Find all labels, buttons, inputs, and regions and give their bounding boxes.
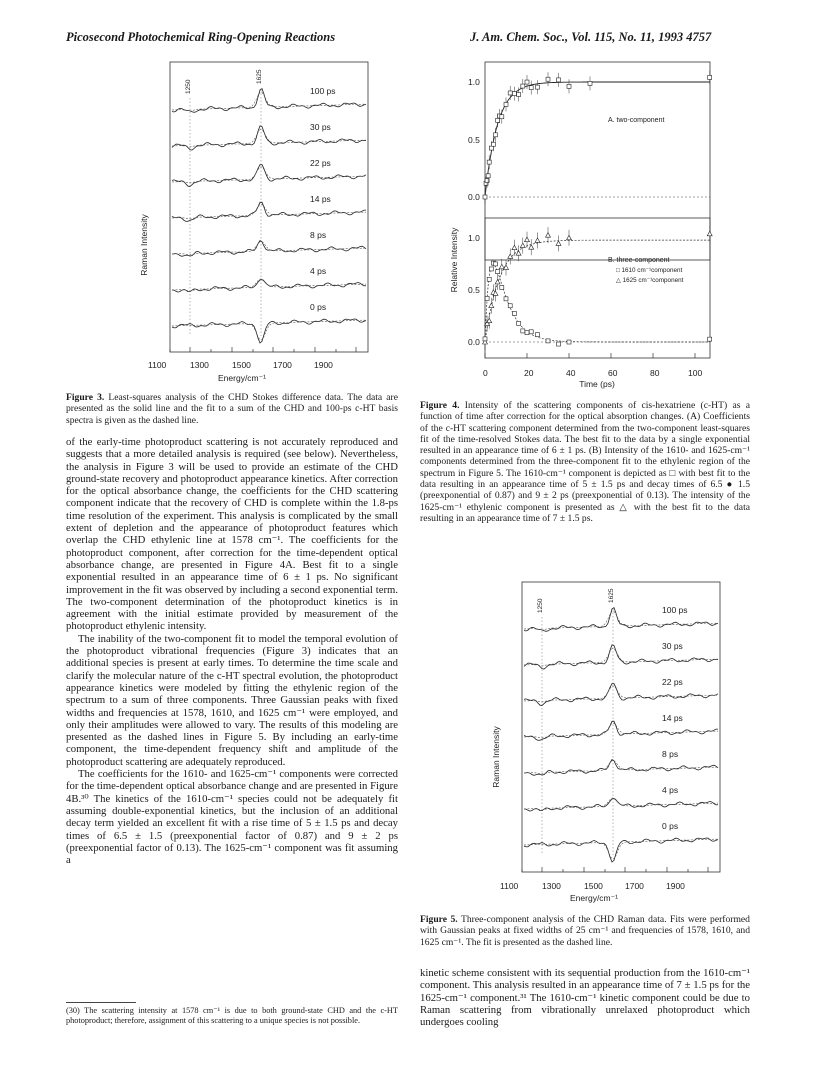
fig5-trace-label-0: 100 ps (662, 605, 688, 615)
fig4-point-a-5 (489, 146, 493, 150)
figure-4-plot (440, 50, 750, 395)
fig4-point-b1625-18 (567, 235, 572, 240)
fig5-xtick-1500: 1500 (584, 881, 603, 891)
fig3-traces (172, 86, 366, 343)
fig4-point-b1625-10 (512, 245, 517, 250)
fig5-trace-label-6: 0 ps (662, 821, 679, 831)
fig3-trace-label-2: 22 ps (310, 158, 331, 168)
fig4-point-b1610-5 (494, 262, 498, 266)
fig5-xtick-1300: 1300 (542, 881, 561, 891)
fig4-point-b1625-17 (556, 241, 561, 246)
figure-5-caption-label: Figure 5. (420, 914, 458, 925)
fig4-point-b1625-7 (499, 264, 504, 269)
fig4-ytick-a-0: 0.0 (468, 192, 480, 202)
fig5-fit-5 (524, 798, 718, 810)
fig5-trace-label-2: 22 ps (662, 677, 683, 687)
fig4-point-a-0 (483, 195, 487, 199)
fig4-point-a-11 (504, 102, 508, 106)
fig4-legend-b-1610: □ 1610 cm⁻¹component (616, 267, 683, 274)
fig3-xtick-1900: 1900 (314, 360, 333, 370)
fig3-trace-6 (172, 319, 366, 343)
running-head-left: Picosecond Photochemical Ring-Opening Reactions (66, 30, 336, 44)
fig4-point-b1610-19 (708, 337, 712, 341)
fig3-xtick-1100: 1100 (148, 360, 167, 370)
fig5-trace-label-4: 8 ps (662, 749, 679, 759)
fig5-trace-2 (524, 684, 718, 706)
fig4-point-a-17 (529, 86, 533, 90)
fig3-trace-3 (172, 202, 366, 221)
fig4-xlabel: Time (ps) (579, 379, 615, 389)
footnote-rule (66, 1002, 136, 1003)
fig4-xtick-80: 80 (650, 368, 660, 378)
fig4-point-b1610-8 (504, 297, 508, 301)
fig5-peak-label-1250: 1250 (537, 598, 544, 613)
fig5-traces (524, 605, 718, 862)
paragraph-left-2: The inability of the two-component fit to model the temporal evolution of the photoproduct vibrational frequencies (Figure 3) indicates that an additional species is present at early times. To determine the time scale and clarify the molecular nature of the c-HT spectral evolution, the photoproduct appearance kinetics were modeled by fitting the ethylenic region of the spectrum to a sum of three components. Three Gaussian peaks with fixed widths and frequencies at 1578, 1610, and 1625 cm⁻¹ were employed, and only their amplitudes were allowed to vary. The results of this modeling are presented as the dashed lines in Figure 5. By including an early-time component, the time-dependent frequency shift and amplitude of the photoproduct scattering are adequately reproduced. (66, 632, 398, 768)
fig3-xtick-1500: 1500 (232, 360, 251, 370)
figure-3-plot (110, 50, 410, 385)
fig4-point-a-19 (546, 77, 550, 81)
fig4-point-b1625-13 (525, 237, 530, 242)
fig4-data (483, 70, 713, 358)
fig4-point-a-15 (521, 84, 525, 88)
fig3-fit-1 (172, 130, 366, 147)
fig4-point-a-22 (588, 81, 592, 85)
fig4-point-b1610-17 (557, 342, 561, 346)
fig4-frame-b (485, 218, 710, 358)
fig3-ylabel: Raman Intensity (139, 214, 149, 276)
fig4-ylabel: Relative Intensity (449, 227, 459, 293)
figure-3-caption-text: Least-squares analysis of the CHD Stokes difference data. The data are presented as the solid line and the fit to a sum of the CHD and 100-ps c-HT basis spectra is given as the dashed line. (66, 392, 398, 426)
figure-3-caption-label: Figure 3. (66, 392, 105, 403)
fig3-trace-1 (172, 126, 366, 150)
fig4-xtick-60: 60 (608, 368, 618, 378)
fig4-point-b1625-16 (546, 233, 551, 238)
fig4-point-b1625-19 (707, 231, 712, 236)
figure-3-caption (66, 392, 398, 426)
fig3-xtick-1300: 1300 (190, 360, 209, 370)
fig5-trace-label-3: 14 ps (662, 713, 683, 723)
fig4-point-b1625-14 (529, 245, 534, 250)
fig5-fit-0 (524, 611, 718, 630)
fig4-legend-b-1625: △ 1625 cm⁻¹component (616, 277, 684, 284)
fig4-point-a-6 (491, 142, 495, 146)
fig4-point-b1625-3 (489, 303, 494, 308)
fig3-xlabel: Energy/cm⁻¹ (218, 373, 266, 383)
fig4-ytick-a-05: 0.5 (468, 135, 480, 145)
fig5-fit-1 (524, 649, 718, 666)
fig4-point-b1610-15 (536, 333, 540, 337)
fig3-trace-5 (172, 280, 366, 293)
fig4-point-a-18 (536, 85, 540, 89)
fig4-xtick-40: 40 (566, 368, 576, 378)
fig4-point-a-20 (557, 78, 561, 82)
fig4-point-a-10 (500, 115, 504, 119)
figure-4-caption (420, 400, 750, 524)
fig5-trace-5 (524, 799, 718, 812)
footnote-30: (30) The scattering intensity at 1578 cm⁻¹ is due to both ground-state CHD and the c-HT photoproduct; therefore, assignment of this scattering to a unique species is not possible. (66, 1006, 398, 1025)
fig3-trace-label-4: 8 ps (310, 230, 327, 240)
fig4-point-b1610-7 (500, 285, 504, 289)
fig4-ytick-b-1: 1.0 (468, 233, 480, 243)
fig5-trace-6 (524, 838, 718, 862)
fig3-trace-label-6: 0 ps (310, 302, 327, 312)
fig3-trace-2 (172, 165, 366, 187)
fig5-trace-label-5: 4 ps (662, 785, 679, 795)
fig3-trace-label-1: 30 ps (310, 122, 331, 132)
fig4-point-a-7 (494, 133, 498, 137)
fig4-point-b1610-14 (529, 330, 533, 334)
fig4-point-a-13 (512, 92, 516, 96)
fig4-point-a-16 (525, 80, 529, 84)
figure-5-caption-text: Three-component analysis of the CHD Raman data. Fits were performed with Gaussian peaks at fixed widths of 25 cm⁻¹ and frequencies of 1578, 1610, and 1625 cm⁻¹. The fit is presented as the dashed line. (420, 914, 750, 948)
running-head-right: J. Am. Chem. Soc., Vol. 115, No. 11, 1993 4757 (470, 30, 712, 44)
fig3-trace-label-0: 100 ps (310, 86, 336, 96)
fig3-trace-label-5: 4 ps (310, 266, 327, 276)
fig4-point-b1610-6 (496, 270, 500, 274)
fig5-trace-4 (524, 760, 718, 776)
fig4-xtick-20: 20 (524, 368, 534, 378)
fig3-ticks (170, 347, 356, 352)
fig4-point-a-12 (508, 91, 512, 95)
fig4-point-a-3 (486, 174, 490, 178)
figure-4-caption-text: Intensity of the scattering components of cis-hexatriene (c-HT) as a function of time after correction for the optical absorption changes. (A) Coefficients of the c-HT scattering component determined from the two-component least-squares fit of the time-resolved Stokes data. The best fit to the data by a single exponential resulted in an appearance time of 6 ± 1 ps. (B) Intensity of the 1610- and 1625-cm⁻¹ components determined from the three-component fit to the ethylenic region of the spectrum in Figure 5. The 1610-cm⁻¹ component is depicted as □ with best fit to the data resulting in an appearance time of 5 ± 1.5 ps and decay times of 6.5 ● 1.5 (preexponential of 0.87) and 9 ± 2 ps (preexponential of 0.13). The intensity of the 1625-cm⁻¹ ethylenic component is presented as △ with the best fit to the data resulting in an appearance time of 7 ± 1.5 ps. (420, 400, 750, 524)
fig5-trace-label-1: 30 ps (662, 641, 683, 651)
figure-5-caption (420, 914, 750, 948)
fig3-peak-label-1250: 1250 (185, 79, 192, 94)
fig5-ylabel: Raman Intensity (491, 726, 501, 788)
fig4-point-a-2 (485, 179, 489, 183)
fig4-point-b1610-9 (508, 304, 512, 308)
fig4-point-b1610-13 (525, 331, 529, 335)
fig4-ytick-a-1: 1.0 (468, 77, 480, 87)
fig5-fit-4 (524, 761, 718, 774)
fig4-point-b1610-10 (512, 311, 516, 315)
fig4-point-b1610-0 (483, 337, 487, 341)
fig4-point-b1625-2 (487, 318, 492, 323)
fig4-point-a-8 (496, 118, 500, 122)
fig5-trace-1 (524, 645, 718, 669)
fig4-point-b1610-12 (521, 329, 525, 333)
fig3-fit-0 (172, 92, 366, 111)
fig3-fit-5 (172, 279, 366, 291)
fig4-point-a-14 (517, 92, 521, 96)
fig4-xtick-100: 100 (688, 368, 703, 378)
fig4-point-b1625-9 (508, 254, 513, 259)
figure-5-plot (462, 577, 762, 912)
fig3-trace-label-3: 14 ps (310, 194, 331, 204)
fig5-trace-3 (524, 721, 718, 740)
fig3-peak-label-1625: 1625 (256, 69, 263, 84)
fig4-point-b1625-6 (495, 279, 500, 284)
paragraph-right-1: kinetic scheme consistent with its sequential production from the 1610-cm⁻¹ component. This analysis resulted in an appearance time of 7 ± 1.5 ps for the 1625-cm⁻¹ component.³¹ The 1610-cm⁻¹ kinetic component could be due to Raman scattering from vibrationally unrelaxed photoproduct which undergoes cooling (420, 967, 750, 1029)
fig3-frame (170, 62, 368, 352)
fig5-xtick-1900: 1900 (666, 881, 685, 891)
fig4-point-b1610-16 (546, 339, 550, 343)
fig4-ytick-b-0: 0.0 (468, 337, 480, 347)
fig5-xlabel: Energy/cm⁻¹ (570, 893, 618, 903)
fig5-xtick-1100: 1100 (500, 881, 519, 891)
figure-4-caption-label: Figure 4. (420, 400, 460, 411)
fig4-point-b1625-15 (535, 238, 540, 243)
fig5-ticks (522, 867, 708, 872)
fig4-point-b1610-3 (489, 267, 493, 271)
fig4-point-b1625-11 (516, 251, 521, 256)
left-column-text (66, 436, 398, 866)
fig4-point-b1610-18 (567, 340, 571, 344)
fig4-ytick-b-05: 0.5 (468, 285, 480, 295)
right-column-text (420, 967, 750, 1028)
fig5-xtick-1700: 1700 (625, 881, 644, 891)
fig4-point-b1610-2 (487, 277, 491, 281)
paragraph-left-1: of the early-time photoproduct scattering is not accurately reproduced and suggests that a more detailed analysis is required (see below). Nevertheless, the analysis in Figure 3 will be used to provide an estimate of the CHD ground-state recovery and photoproduct appearance kinetics. After correction for the optical absorbance change, the coefficients for the CHD scattering component indicate that the recovery of CHD is complete within the 1.8-ps time resolution of the experiment. This analysis is complicated by the small extent of depletion and the appearance of photoproduct features which overlap the CHD ethylenic line at 1578 cm⁻¹. The coefficients for the photoproduct component, after correction for the time-dependent optical absorbance change, are presented in Figure 4A. Best fit to a single exponential resulted in an appearance time of 6 ± 1 ps. No significant improvement in the fit was observed by including a second exponential term. The two-component determination of the photoproduct kinetics is in agreement with the initial estimate provided by measurement of the photoproduct ethylenic intensity. (66, 436, 398, 633)
fig4-point-b1610-1 (485, 296, 489, 300)
paragraph-left-3: The coefficients for the 1610- and 1625-cm⁻¹ components were corrected for the time-dependent optical absorbance change and are presented in Figure 4B.³⁰ The kinetics of the 1610-cm⁻¹ species could not be adequately fit assuming double-exponential kinetics, but the inclusion of an additional decay term yielded an excellent fit with a rise time of 5 ± 1.5 ps and decay times of 6.5 ± 1.5 (preexponential factor of 0.87) and 9 ± 2 ps (preexponential factor of 0.13). The 1625-cm⁻¹ component was fit assuming a (66, 768, 398, 867)
fig4-xtick-0: 0 (483, 368, 488, 378)
fig4-point-b1610-11 (517, 321, 521, 325)
fig4-legend-a: A. two-component (608, 117, 665, 124)
fig3-xtick-1700: 1700 (273, 360, 292, 370)
fig3-fit-4 (172, 242, 366, 255)
fig3-trace-4 (172, 241, 366, 257)
fig4-point-a-4 (487, 160, 491, 164)
fig4-point-a-21 (567, 84, 571, 88)
fig5-peak-label-1625: 1625 (608, 588, 615, 603)
fig4-point-a-23 (708, 75, 712, 79)
fig4-point-b1625-12 (520, 243, 525, 248)
fig4-legend-b-title: B. three-component (608, 257, 670, 264)
